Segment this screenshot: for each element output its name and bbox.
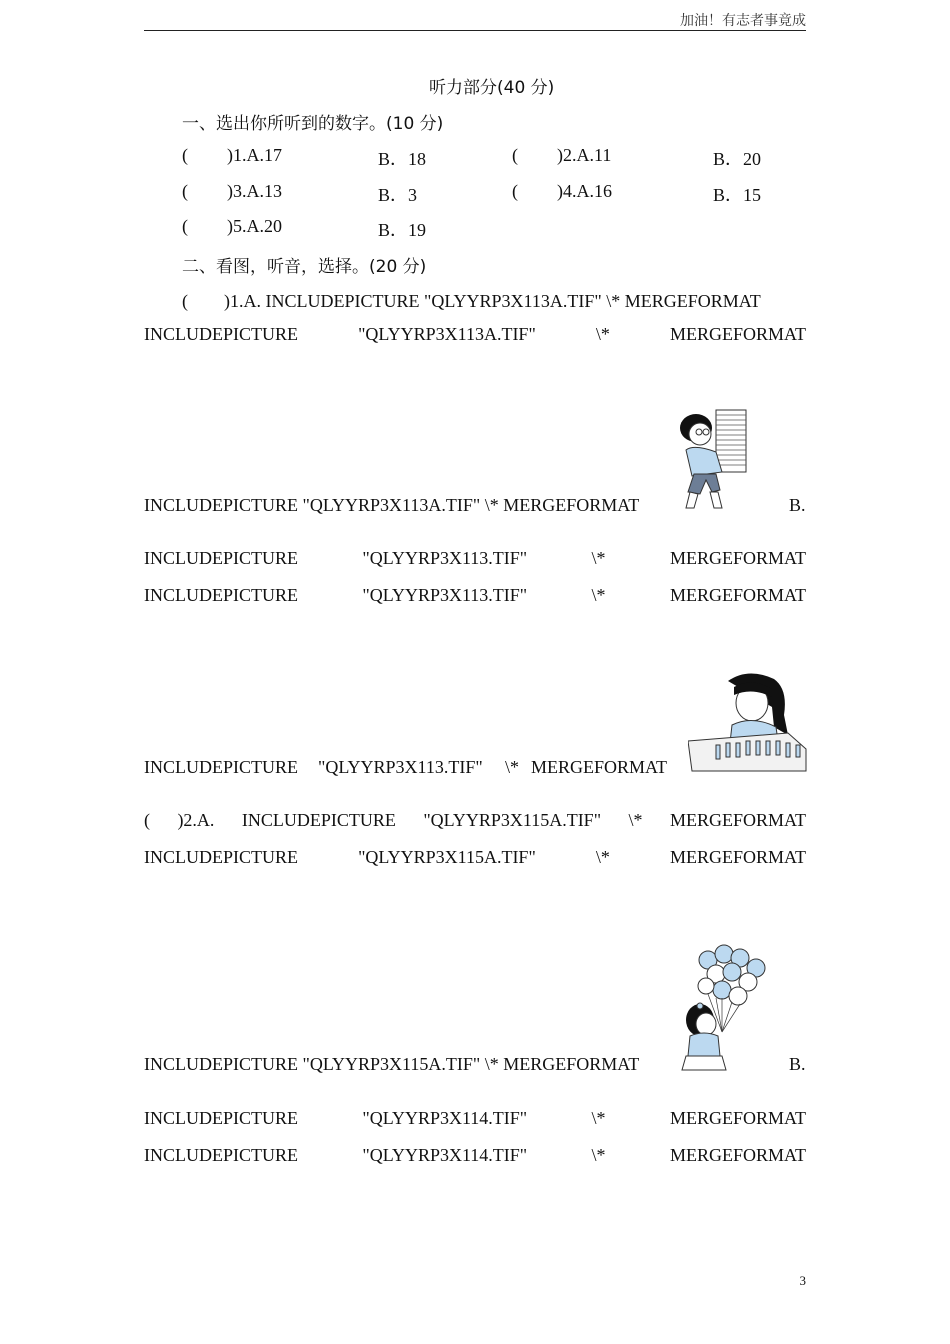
field-filename: "QLYYRP3X115A.TIF" [358, 847, 536, 867]
field-format: MERGEFORMAT [669, 1145, 806, 1165]
s2-q1b-line1 [144, 548, 806, 569]
s2-q1a-line3: INCLUDEPICTURE "QLYYRP3X113A.TIF" \* MERGEFORMAT [144, 495, 640, 515]
page-number: 3 [799, 1273, 806, 1288]
field-filename: "QLYYRP3X113A.TIF" [358, 324, 536, 344]
q3-option-a: )3.A.13 [227, 181, 282, 201]
field-filename: "QLYYRP3X113.TIF" [362, 548, 528, 568]
field-code: INCLUDEPICTURE [144, 585, 298, 605]
question-number: )2.A. [177, 810, 215, 830]
field-switch: \* [595, 847, 610, 867]
field-code: INCLUDEPICTURE [144, 1145, 298, 1165]
section-title: 听力部分(40 分) [429, 78, 555, 98]
section1-heading: 一、选出你所听到的数字。(10 分) [182, 114, 444, 134]
q3-paren: ( [182, 181, 188, 201]
field-switch: \* [591, 548, 606, 568]
s2-q2b-label: B. [789, 1054, 806, 1074]
field-code: INCLUDEPICTURE [144, 1108, 298, 1128]
q2-paren: ( [512, 145, 518, 165]
s2-q2b-line2 [144, 1145, 806, 1166]
s2-q2a-line3: INCLUDEPICTURE "QLYYRP3X115A.TIF" \* MERGEFORMAT [144, 1054, 640, 1074]
s2-q1b-line2 [144, 585, 806, 606]
field-format: MERGEFORMAT [669, 324, 806, 344]
field-filename: "QLYYRP3X113.TIF" [362, 585, 528, 605]
q5-option-a: )5.A.20 [227, 216, 282, 236]
s2-q1b-line3-format: MERGEFORMAT [531, 757, 668, 777]
section2-heading: 二、看图，听音，选择。(20 分) [182, 257, 427, 277]
field-format: MERGEFORMAT [669, 585, 806, 605]
field-format: MERGEFORMAT [669, 810, 806, 830]
field-filename: "QLYYRP3X114.TIF" [362, 1145, 528, 1165]
s2-q1b-line3-filename: "QLYYRP3X113.TIF" [318, 757, 483, 777]
field-code: INCLUDEPICTURE [144, 847, 298, 867]
s2-q2b-line1 [144, 1108, 806, 1129]
answer-paren: ( [144, 810, 150, 830]
q4-option-b: B．15 [713, 185, 762, 205]
field-filename: "QLYYRP3X114.TIF" [362, 1108, 528, 1128]
q1-option-a: )1.A.17 [227, 145, 282, 165]
q1-paren: ( [182, 145, 188, 165]
field-format: MERGEFORMAT [669, 1108, 806, 1128]
page-header [144, 8, 806, 31]
field-switch: \* [591, 1108, 606, 1128]
header-motto: 加油！有志者事竟成 [680, 13, 806, 29]
field-code: INCLUDEPICTURE [144, 548, 298, 568]
field-format: MERGEFORMAT [669, 847, 806, 867]
q4-paren: ( [512, 181, 518, 201]
boy-carrying-books-image [672, 408, 752, 512]
q3-option-b: B．3 [378, 185, 418, 205]
field-format: MERGEFORMAT [669, 548, 806, 568]
field-switch: \* [591, 585, 606, 605]
q1-option-b: B．18 [378, 149, 427, 169]
field-code: INCLUDEPICTURE [144, 324, 298, 344]
s2-q1a-line2 [144, 324, 806, 345]
s2-q1b-label: B. [789, 495, 806, 515]
q4-option-a: )4.A.16 [557, 181, 612, 201]
girl-with-balloons-image [672, 940, 768, 1074]
s2-q1b-line3-switch: \* [505, 757, 520, 777]
s2-q1b-line3-code: INCLUDEPICTURE [144, 757, 298, 777]
girl-with-pencils-image [688, 671, 808, 773]
field-filename: "QLYYRP3X115A.TIF" [423, 810, 602, 830]
field-switch: \* [595, 324, 610, 344]
field-switch: \* [628, 810, 643, 830]
q2-option-a: )2.A.11 [557, 145, 612, 165]
q5-paren: ( [182, 216, 188, 236]
field-switch: \* [591, 1145, 606, 1165]
field-code: INCLUDEPICTURE [241, 810, 396, 830]
s2-q1-lead: ( )1.A. INCLUDEPICTURE "QLYYRP3X113A.TIF" \* MERGEFORMAT [182, 291, 761, 311]
q2-option-b: B．20 [713, 149, 762, 169]
q5-option-b: B．19 [378, 220, 427, 240]
s2-q2-lead [144, 810, 806, 831]
s2-q2a-line2 [144, 847, 806, 868]
